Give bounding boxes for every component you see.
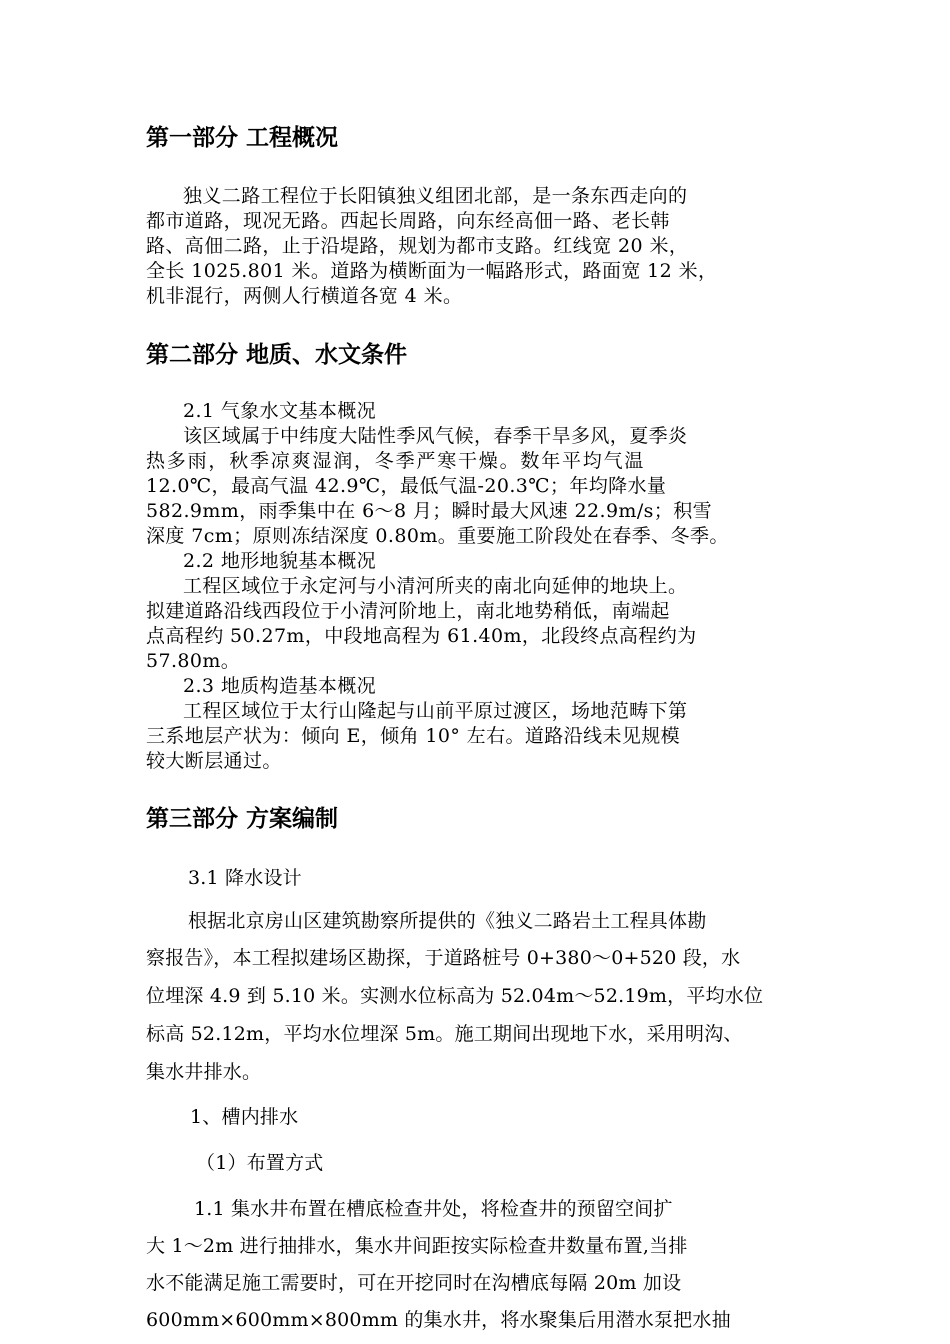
section-3-1-para-line-1: 根据北京房山区建筑勘察所提供的《独义二路岩土工程具体勘	[188, 910, 707, 932]
item-1-1-para-line-4: 600mm×600mm×800mm 的集水井，将水聚集后用潜水泵把水抽	[146, 1309, 731, 1331]
section-3-1-title: 3.1 降水设计	[188, 867, 302, 889]
part1-heading: 第一部分 工程概况	[146, 125, 339, 151]
section-2-3-line-2: 三系地层产状为：倾向 E，倾角 10° 左右。道路沿线未见规模	[146, 725, 681, 747]
section-3-1-para-line-5: 集水井排水。	[146, 1061, 262, 1083]
section-2-1-line-4: 582.9mm，雨季集中在 6～8 月；瞬时最大风速 22.9m/s；积雪	[146, 500, 712, 522]
item-1-title: 1、槽内排水	[190, 1106, 299, 1128]
item-1-1-para-line-1: 1.1 集水井布置在槽底检查井处，将检查井的预留空间扩	[194, 1198, 673, 1220]
section-2-3-line-1: 工程区域位于太行山隆起与山前平原过渡区，场地范畴下第	[183, 700, 688, 722]
part1-line-5: 机非混行，两侧人行横道各宽 4 米。	[146, 285, 463, 307]
section-3-1-para-line-3: 位埋深 4.9 到 5.10 米。实测水位标高为 52.04m～52.19m，平均水位	[146, 985, 764, 1007]
section-2-1-title: 2.1 气象水文基本概况	[183, 400, 377, 422]
part1-line-1: 独义二路工程位于长阳镇独义组团北部，是一条东西走向的	[183, 185, 688, 207]
item-1-1-para-line-2: 大 1～2m 进行抽排水，集水井间距按实际检查井数量布置,当排	[146, 1235, 688, 1257]
item-1-1-para-line-3: 水不能满足施工需要时，可在开挖同时在沟槽底每隔 20m 加设	[146, 1272, 682, 1294]
section-2-2-line-3: 点高程约 50.27m，中段地高程为 61.40m，北段终点高程约为	[146, 625, 697, 647]
section-2-2-line-4: 57.80m。	[146, 650, 241, 672]
section-3-1-para-line-4: 标高 52.12m，平均水位埋深 5m。施工期间出现地下水，采用明沟、	[146, 1023, 743, 1045]
part3-heading: 第三部分 方案编制	[146, 806, 339, 832]
section-2-2-line-2: 拟建道路沿线西段位于小清河阶地上，南北地势稍低，南端起	[146, 600, 670, 622]
section-2-2-title: 2.2 地形地貌基本概况	[183, 550, 377, 572]
part1-line-3: 路、高佃二路，止于沿堤路，规划为都市支路。红线宽 20 米，	[146, 235, 689, 257]
section-2-3-line-3: 较大断层通过。	[146, 750, 282, 772]
section-2-1-line-2: 热多雨，秋季凉爽湿润，冬季严寒干燥。数年平均气温	[146, 450, 646, 472]
part1-line-2: 都市道路，现况无路。西起长周路，向东经高佃一路、老长韩	[146, 210, 670, 232]
section-3-1-para-line-2: 察报告》，本工程拟建场区勘探，于道路桩号 0+380～0+520 段，水	[146, 947, 741, 969]
section-2-2-line-1: 工程区域位于永定河与小清河所夹的南北向延伸的地块上。	[183, 575, 688, 597]
section-2-1-line-1: 该区域属于中纬度大陆性季风气候，春季干旱多风，夏季炎	[183, 425, 688, 447]
section-2-1-line-3: 12.0℃，最高气温 42.9℃，最低气温-20.3℃；年均降水量	[146, 475, 667, 497]
section-2-1-line-5: 深度 7cm；原则冻结深度 0.80m。重要施工阶段处在春季、冬季。	[146, 525, 729, 547]
item-1-1-title: （1）布置方式	[196, 1152, 324, 1174]
part1-line-4: 全长 1025.801 米。道路为横断面为一幅路形式，路面宽 12 米，	[146, 260, 718, 282]
part2-heading: 第二部分 地质、水文条件	[146, 342, 408, 368]
section-2-3-title: 2.3 地质构造基本概况	[183, 675, 377, 697]
